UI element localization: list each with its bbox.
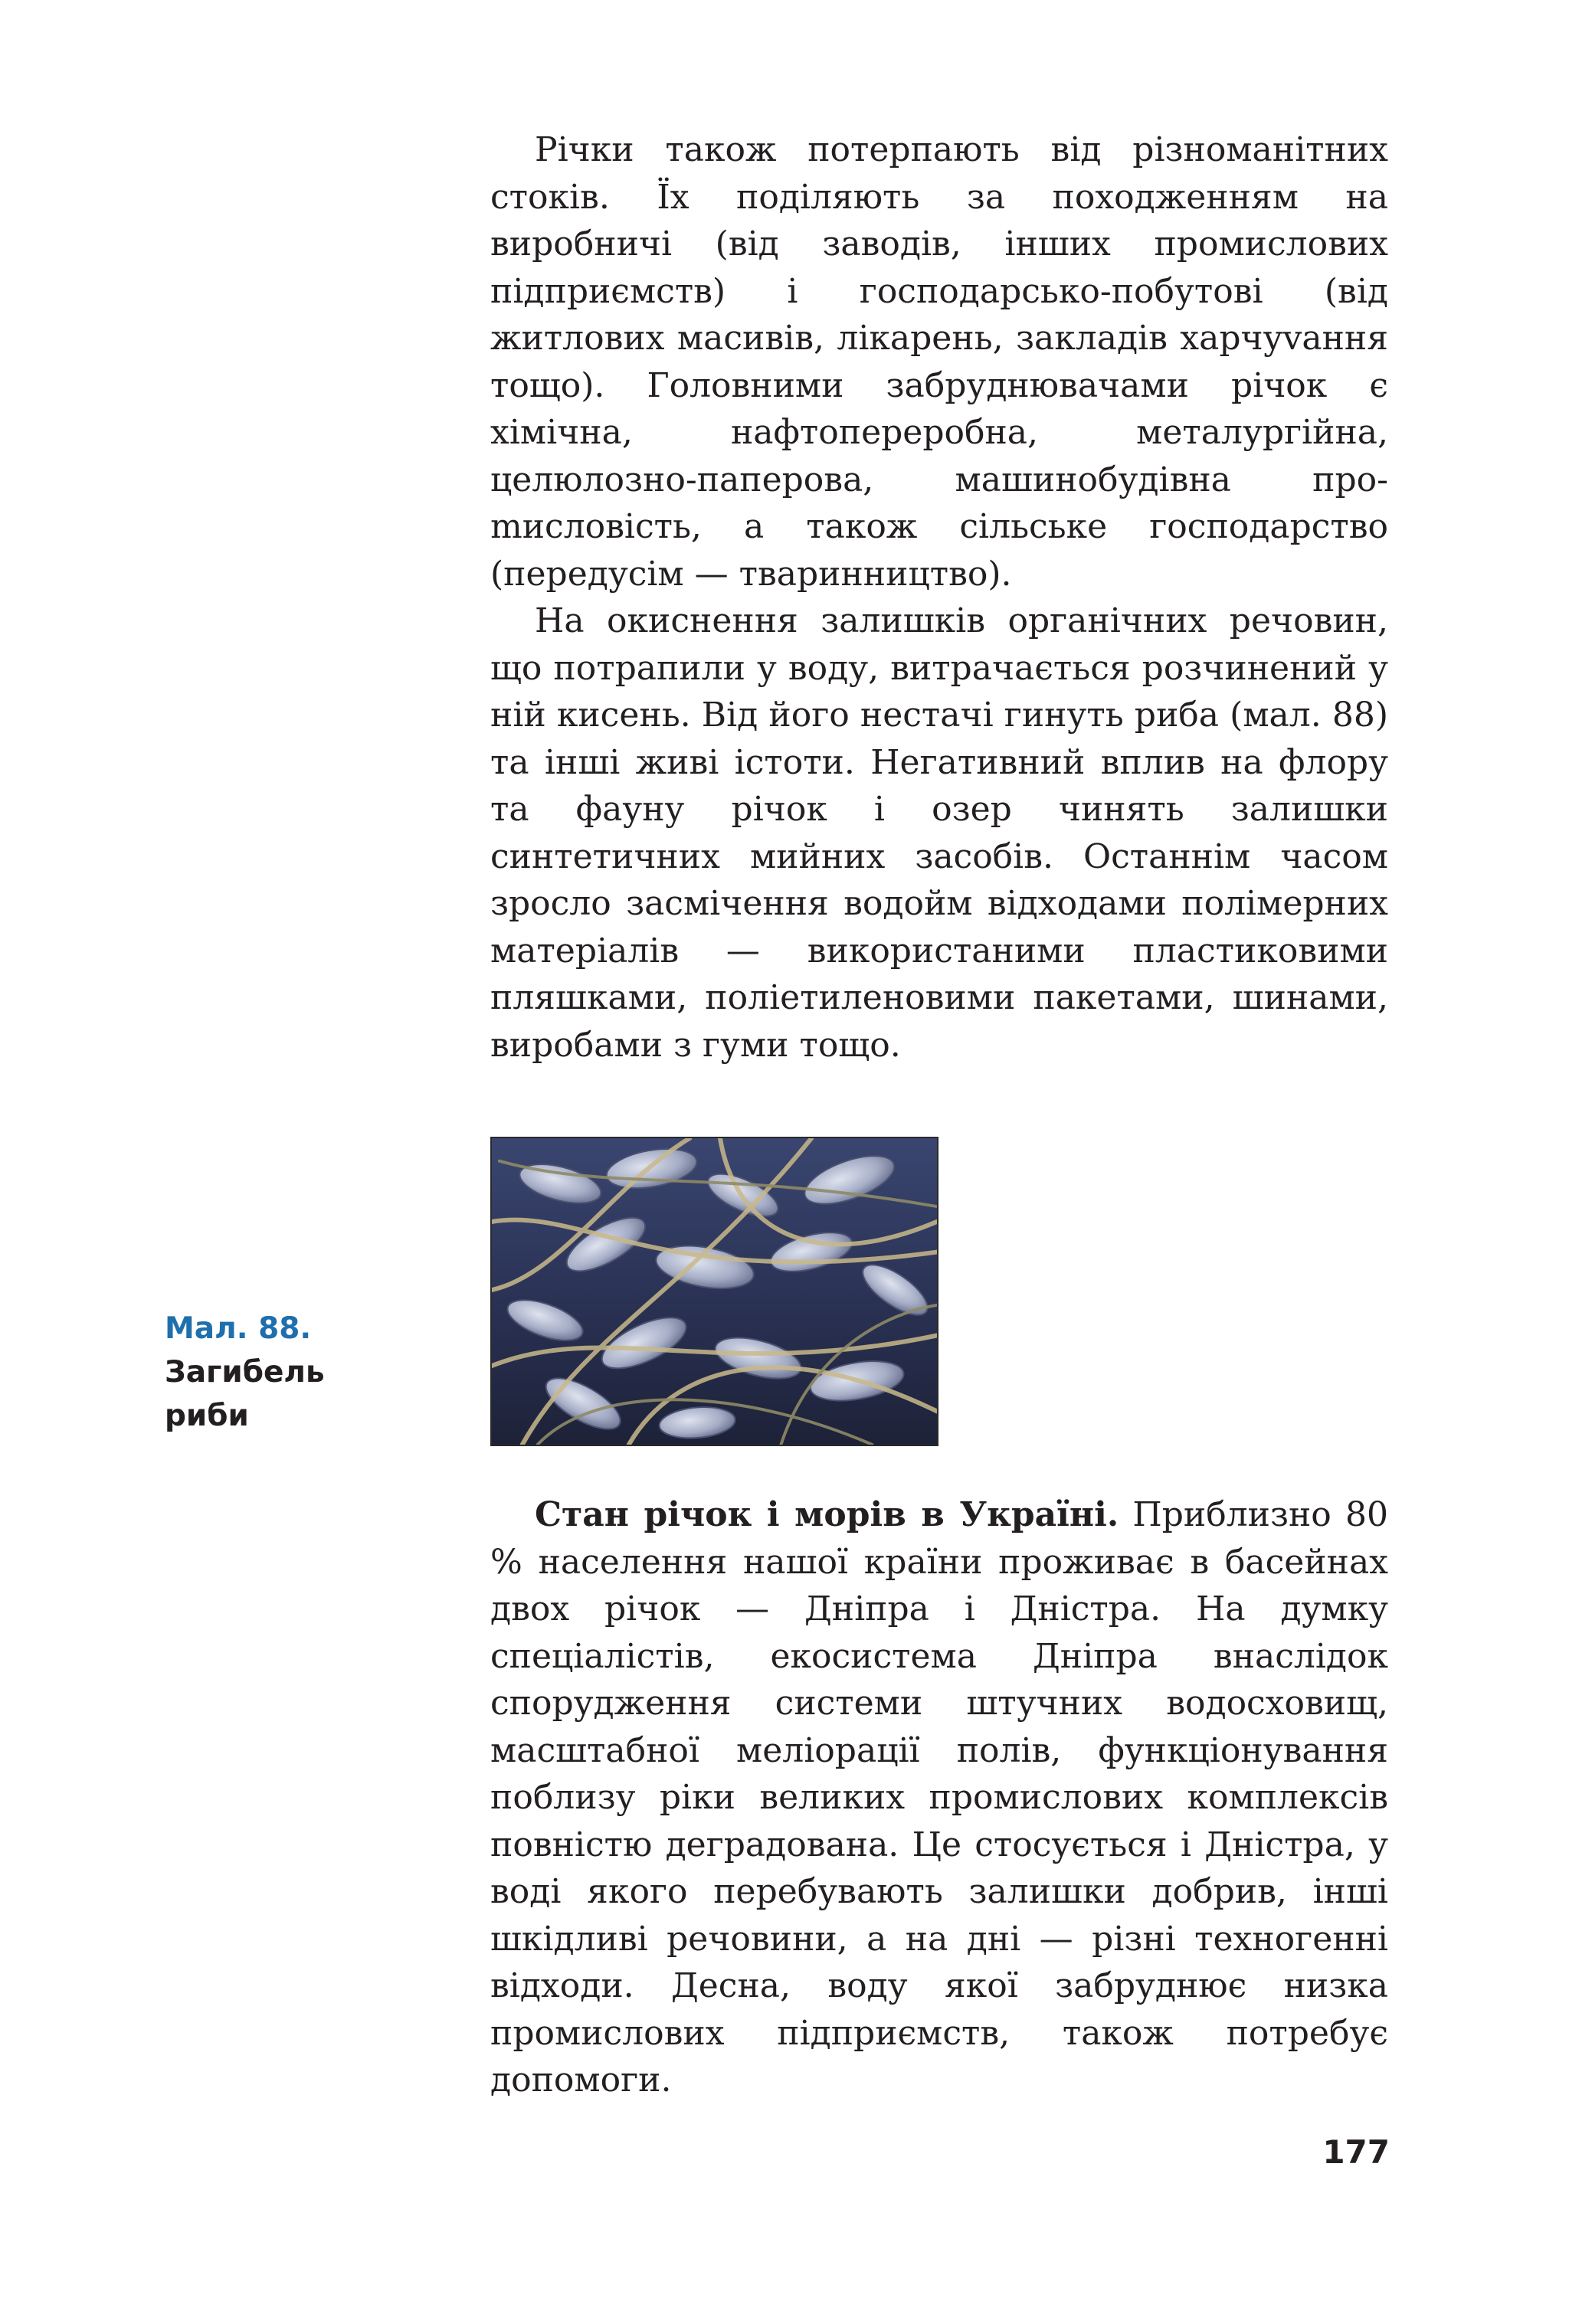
section-heading: Стан річок і морів в Україні. — [535, 1495, 1119, 1534]
figure-dead-fish-photo — [490, 1137, 938, 1446]
page-number: 177 — [1322, 2133, 1390, 2171]
paragraph-oxygen-depletion: На окиснення залишків органічних речовин, що потрапили у воду, витрачається розчинений у ній кисень. Від його нестачі гинуть риба (мал. 88) та інші живі істоти. Негативний вплив на флору та фауну річок і озер чинять залишки синтетичних мийних засобів. Останнім часом зросло засмічення водойм відходами полімерних матеріалів — використаними пластиковими пляшками, поліетиленовими пакетами, шинами, виробами з гуми тощо. — [490, 601, 1388, 1065]
section-text: Приблизно 80 % населення нашої країни проживає в басейнах двох річок — Дніпра і Дністра. На думку спеціалістів, екосистема Дніпра внаслідок спорудження системи штучних водосховищ, масштабної меліорації полів, функціонування поблизу ріки великих промислових комплексів повністю деградована. Це стосується і Дністра, у воді якого перебувають залишки добрив, інші шкідливі речовини, а на дні — різні техногенні відходи. Десна, воду якої забруднює низка промислових підприємств, також потребує допомоги. — [490, 1495, 1388, 2100]
dead-fish-image — [492, 1138, 937, 1445]
main-text-top — [490, 126, 1388, 1069]
figure-label: Мал. 88. — [165, 1311, 312, 1346]
paragraph-river-pollution: Річки також потерпають від різноманітних стоків. Їх поділяють за походженням на виробничі (від заводів, інших промислових підприємств) і господарсько-побутові (від житлових масивів, лікарень, закладів харчуvання тощо). Головними забруднювачами річок є хімічна, нафтопереробна, металургійна, целюлозно-паперова, машинобудівна проmисловість, а також сільське господарство (передусім — тваринництво). — [490, 130, 1388, 594]
figure-caption-text: Загибель риби — [165, 1355, 325, 1433]
main-text-bottom — [490, 1491, 1388, 2104]
figure-caption — [165, 1307, 441, 1438]
paragraph-rivers-ukraine — [490, 1491, 1388, 2104]
